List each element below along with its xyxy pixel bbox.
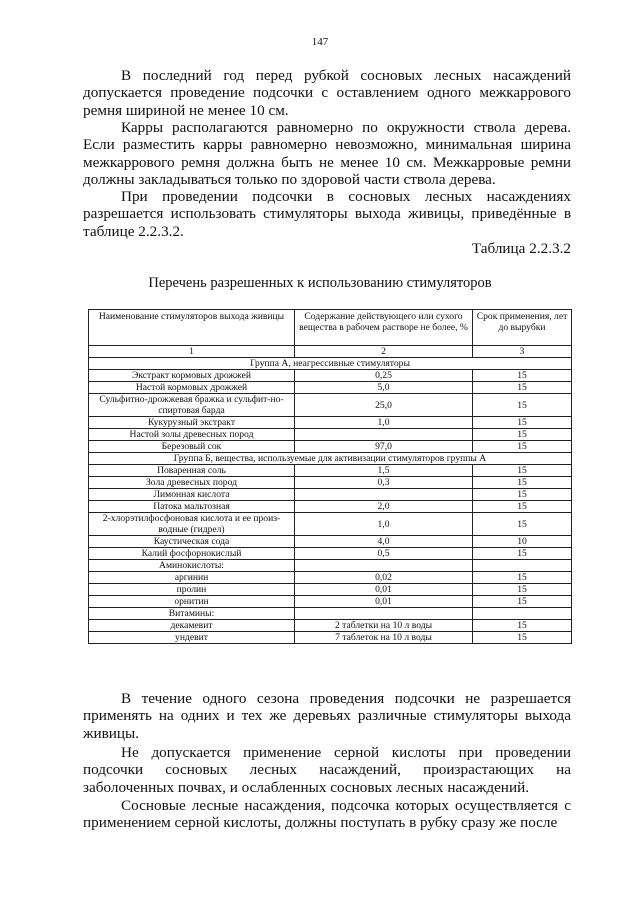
- stimulator-name: 2-хлорэтилфосфоновая кислота и ее произ-водные (гидрел): [89, 513, 295, 536]
- stimulator-name: Поваренная соль: [89, 465, 295, 477]
- stimulators-table: [88, 309, 572, 644]
- table-row: [89, 584, 572, 596]
- paragraph: В последний год перед рубкой сосновых лесных насаждений допускается проведение подсочки с оставлением одного межкаррового ремня шириной не менее 10 см.: [83, 67, 571, 119]
- stimulator-content: [295, 489, 473, 501]
- stimulator-name: Патока мальтозная: [89, 501, 295, 513]
- table-row: [89, 370, 572, 382]
- table-row: [89, 596, 572, 608]
- stimulator-name: ундевит: [89, 632, 295, 644]
- group-a-heading: Группа А, неагрессивные стимуляторы: [89, 358, 572, 370]
- table-row: [89, 513, 572, 536]
- stimulator-content: 0,5: [295, 548, 473, 560]
- stimulator-term: 15: [473, 382, 572, 394]
- paragraph: Сосновые лесные насаждения, подсочка которых осуществляется с применением серной кислоты, должны поступать в рубку сразу же после: [83, 797, 571, 832]
- paragraph: Карры располагаются равномерно по окружности ствола дерева. Если разместить карры равномерно невозможно, минимальная ширина межкаррового ремня должна быть не менее 10 см. Межкарровые ремни должны закладываться только по здоровой части ствола дерева.: [83, 119, 571, 189]
- table-row: [89, 572, 572, 584]
- column-number: 2: [295, 346, 473, 358]
- stimulator-content: 0,02: [295, 572, 473, 584]
- stimulator-term: 15: [473, 513, 572, 536]
- stimulator-term: 15: [473, 429, 572, 441]
- stimulator-term: 15: [473, 501, 572, 513]
- stimulator-name: декамевит: [89, 620, 295, 632]
- stimulator-term: 15: [473, 572, 572, 584]
- stimulator-term: 15: [473, 584, 572, 596]
- vitamins-label: Витамины:: [89, 608, 295, 620]
- stimulator-name: Березовый сок: [89, 441, 295, 453]
- table-row: [89, 382, 572, 394]
- stimulator-name: Экстракт кормовых дрожжей: [89, 370, 295, 382]
- table-row: [89, 489, 572, 501]
- paragraph: В течение одного сезона проведения подсочки не разрешается применять на одних и тех же деревьях различные стимуляторы выхода живицы.: [83, 690, 571, 742]
- stimulator-content: 0,01: [295, 596, 473, 608]
- paragraph: Не допускается применение серной кислоты при проведении подсочки сосновых лесных насаждений, произрастающих на заболоченных почвах, и ослабленных сосновых лесных насаждений.: [83, 744, 571, 796]
- subgroup-row: [89, 608, 572, 620]
- table-title: Перечень разрешенных к использованию стимуляторов: [148, 275, 492, 291]
- column-number-row: [89, 346, 572, 358]
- stimulator-name: Каустическая сода: [89, 536, 295, 548]
- stimulator-term: 15: [473, 632, 572, 644]
- stimulator-term: 15: [473, 548, 572, 560]
- stimulator-name: пролин: [89, 584, 295, 596]
- stimulator-content: 1,5: [295, 465, 473, 477]
- stimulator-content: 0,25: [295, 370, 473, 382]
- stimulator-term: 10: [473, 536, 572, 548]
- column-number: 3: [473, 346, 572, 358]
- stimulator-term: 15: [473, 620, 572, 632]
- stimulator-name: аргинин: [89, 572, 295, 584]
- stimulator-name: Настой кормовых дрожжей: [89, 382, 295, 394]
- stimulator-content: 97,0: [295, 441, 473, 453]
- stimulator-content: 1,0: [295, 513, 473, 536]
- table-header-row: [89, 310, 572, 346]
- amino-acids-label: Аминокислоты:: [89, 560, 295, 572]
- stimulator-term: 15: [473, 417, 572, 429]
- subgroup-row: [89, 560, 572, 572]
- table-row: [89, 548, 572, 560]
- table-row: [89, 536, 572, 548]
- page-number: 147: [311, 36, 329, 48]
- stimulator-name: Кукурузный экстракт: [89, 417, 295, 429]
- stimulator-content: 2 таблетки на 10 л воды: [295, 620, 473, 632]
- stimulator-content: 1,0: [295, 417, 473, 429]
- stimulator-term: 15: [473, 394, 572, 417]
- stimulator-name: Лимонная кислота: [89, 489, 295, 501]
- stimulator-name: Калий фосфорнокислый: [89, 548, 295, 560]
- table-row: [89, 477, 572, 489]
- stimulator-term: 15: [473, 465, 572, 477]
- stimulator-content: 2,0: [295, 501, 473, 513]
- stimulator-term: 15: [473, 370, 572, 382]
- stimulator-content: 0,3: [295, 477, 473, 489]
- table-row: [89, 465, 572, 477]
- stimulator-name: Сульфитно-дрожжевая бражка и сульфит-но-спиртовая барда: [89, 394, 295, 417]
- stimulator-term: 15: [473, 596, 572, 608]
- table-row: [89, 417, 572, 429]
- stimulator-content: 5,0: [295, 382, 473, 394]
- table-reference: Таблица 2.2.3.2: [471, 240, 571, 257]
- header-cell: Срок применения, лет до вырубки: [473, 310, 572, 346]
- table-row: [89, 394, 572, 417]
- stimulator-term: 15: [473, 477, 572, 489]
- stimulator-content: 7 таблеток на 10 л воды: [295, 632, 473, 644]
- group-b-heading: Группа Б, вещества, используемые для активизации стимуляторов группы А: [89, 453, 572, 465]
- table-row: [89, 429, 572, 441]
- table-row: [89, 441, 572, 453]
- stimulator-term: 15: [473, 489, 572, 501]
- stimulator-content: 0,01: [295, 584, 473, 596]
- column-number: 1: [89, 346, 295, 358]
- group-row: [89, 453, 572, 465]
- table-row: [89, 620, 572, 632]
- table-row: [89, 501, 572, 513]
- stimulator-name: орнитин: [89, 596, 295, 608]
- paragraph: При проведении подсочки в сосновых лесных насаждениях разрешается использовать стимуляторы выхода живицы, приведённые в таблице 2.2.3.2.: [83, 188, 571, 240]
- stimulator-content: 4,0: [295, 536, 473, 548]
- stimulator-content: [295, 429, 473, 441]
- group-row: [89, 358, 572, 370]
- stimulator-name: Настой золы древесных пород: [89, 429, 295, 441]
- stimulator-name: Зола древесных пород: [89, 477, 295, 489]
- stimulator-term: 15: [473, 441, 572, 453]
- header-cell: Содержание действующего или сухого вещества в рабочем растворе не более, %: [295, 310, 473, 346]
- table-row: [89, 632, 572, 644]
- header-cell: Наименование стимуляторов выхода живицы: [89, 310, 295, 346]
- stimulator-content: 25,0: [295, 394, 473, 417]
